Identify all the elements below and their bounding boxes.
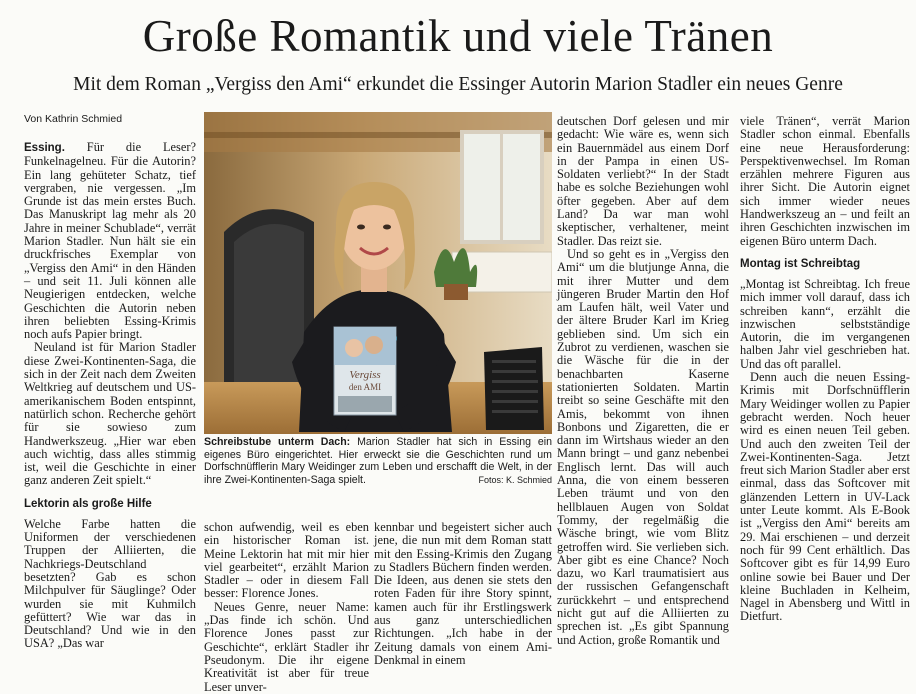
article-column-3 xyxy=(374,521,552,667)
headline: Große Romantik und viele Tränen xyxy=(142,11,774,61)
paragraph xyxy=(24,141,196,341)
section-heading: Montag ist Schreibtag xyxy=(740,257,861,270)
subhead: Mit dem Roman „Vergiss den Ami“ erkundet die Essinger Autorin Marion Stadler ein neues Genre xyxy=(73,74,843,95)
paragraph: Neues Genre, neuer Name: „Das finde ich schön. Und Florence Jones passt zur Geschichte“, erklärt Stadler ihr Pseudonym. Die ihr eigene Kreativität ist aber für treue Leser unver- xyxy=(204,599,369,694)
paragraph: schon aufwendig, weil es eben ein historischer Roman ist. Meine Lektorin hat mit mir hier viel gearbeitet“, erzählt Marion Stadler – oder in diesem Fall besser: Florence Jones. xyxy=(204,520,369,601)
article-column-2 xyxy=(204,521,369,694)
caption-title: Schreibstube unterm Dach: xyxy=(204,436,351,448)
article-photo xyxy=(204,112,552,434)
photo-illustration xyxy=(204,112,552,434)
article-column-4 xyxy=(557,115,729,647)
article-column-1 xyxy=(24,141,196,651)
paragraph: Und so geht es in „Vergiss den Ami“ um die blutjunge Anna, die mit ihrer Mutter und dem jüngeren Bruder Martin den Hof am Laufen hält, weil Vater und der ältere Bruder Karl im Krieg geblieben sind. Um sich ein Zubrot zu verdienen, waschen sie die Wäsche für die in der benachbarten Kaserne stationierten Soldaten. Martin treibt so seine Geschäfte mit den Amis, bekommt von ihnen Bonbons und Zigaretten, die er dann im Wirtshaus wieder an den Mann bringt – und ganz nebenbei Englisch lernt. Das will auch Anna, die von einem besseren Leben träumt und von den hellblauen Augen von Soldat Tommy, der regelmäßig die Wäsche bringt, wie vom Blitz getroffen wird. Sie verlieben sich. Aber gibt es eine Chance? Noch dazu, wo Karl traumatisiert aus der russischen Gefangenschaft zurückkehrt – und entsprechend nicht gut auf die Alliierten zu sprechen ist. „Es gibt Spannung und Action, große Romantik und xyxy=(557,246,729,647)
photo-caption xyxy=(204,436,552,486)
byline: Von Kathrin Schmied xyxy=(24,113,123,125)
paragraph: Denn auch die neuen Essing-Krimis mit Dorfschnüfflerin Mary Weidinger wollen zu Papier gebracht werden. Noch heuer wird es einen neuen Teil geben. Und auch den zweiten Teil der Zwei-Kontinenten-Saga. Jetzt freut sich Marion Stadler aber erst einmal, dass das Softcover mit glänzenden Lettern in UV-Lack unter Leute kommt. Als E-Book ist „Vergiss den Ami“ bereits am 29. Mai erschienen – und derzeit noch für 99 Cent erhältlich. Das Softcover gibt es für 14,99 Euro online sowie bei Bauer und Der kleine Buchladen in Kelheim, Nagel in Abensberg und Wittl in Dietfurt. xyxy=(740,370,910,624)
book-title-top: Vergiss xyxy=(349,369,381,381)
article-column-5 xyxy=(740,115,910,624)
photo-credit: Fotos: K. Schmied xyxy=(478,474,552,485)
paragraph: viele Tränen“, verrät Marion Stadler schon einmal. Ebenfalls eine neue Herausforderung: Perspektivenwechsel. Im Roman erzählen mehrere Figuren aus ihrer Sicht. Die Autorin eignet sich immer wieder neues Handwerkszeug an – und feilt an ihren Geschichten inzwischen im eigenen Büro unterm Dach. xyxy=(740,114,910,248)
section-heading: Lektorin als große Hilfe xyxy=(24,497,152,510)
paragraph: kennbar und begeistert sicher auch jene, die nun mit dem Roman statt mit den Essing-Krimis den Zugang zu Stadlers Büchern finden werden. Die Ideen, aus denen sie stets den roten Faden für ihre Story spinnt, kamen auch für ihr Erstlingswerk aus ganz unterschiedlichen Richtungen. „Ich habe in der Zeitung damals von einem Ami-Denkmal in einem xyxy=(374,520,552,667)
caption-text: Marion Stadler hat sich in Essing ein eigenes Büro eingerichtet. Hier erweckt sie die Geschichten rund um Dorfschnüfflerin Mary Weidinger zum Leben und erschafft die Welt, in der ihre Zwei-Kontinenten-Saga spielt. xyxy=(204,436,552,486)
book-title-bottom: den AMI xyxy=(348,382,382,392)
paragraph-text: Für die Leser? Funkelnagelneu. Für die Autorin? Ein lang gehüteter Schatz, tief vergraben, nie vergessen. „Im Grunde ist das mein erstes Buch. Das Manuskript lag mehr als 20 Jahre in meiner Schublade“, verrät Marion Stadler. Nun hält sie ein druckfrisches Exemplar von „Vergiss den Ami“ in den Händen – und seit 11. Juli können alle Neugierigen entdecken, welche Geschichten die Autorin neben ihren beliebten Essing-Krimis noch aufs Papier bringt. xyxy=(24,140,196,342)
dateline: Essing. xyxy=(24,142,65,154)
paragraph: deutschen Dorf gelesen und mir gedacht: Wie wäre es, wenn sich ein Bauernmädel aus einem Dorf in der Pampa in einen US-Soldaten verliebt?“ In der Stadt habe es solche Beziehungen wohl öfter gegeben. Aber auf dem Land? Da war man wohl skeptischer, verhaltener, meint Stadler. Das reizt sie. xyxy=(557,114,729,248)
paragraph: Neuland ist für Marion Stadler diese Zwei-Kontinenten-Saga, die sich in der Zeit nach dem Zweiten Weltkrieg auf deutschem und US-amerikanischem Boden entspinnt, natürlich schon. Recherche gehört für sie sowieso zum Handwerkszeug. „Hier war eben auch wichtig, dass alles stimmig ist, weil die Geschichte in einer ganz anderen Zeit spielt.“ xyxy=(24,340,196,488)
paragraph: „Montag ist Schreibtag. Ich freue mich immer voll darauf, dass ich schreiben kann“, erzählt die inzwischen selbstständige Autorin, die im vergangenen halben Jahr viel geschrieben hat. Und das oft parallel. xyxy=(740,276,910,371)
paragraph: Welche Farbe hatten die Uniformen der verschiedenen Truppen der Alliierten, die Nachkriegs-Deutschland besetzten? Gab es schon Milchpulver für Säuglinge? Oder wurden sie mit Kuhmilch gefüttert? Wie war das in Deutschland? Und wie in den USA? „Das war xyxy=(24,516,196,651)
